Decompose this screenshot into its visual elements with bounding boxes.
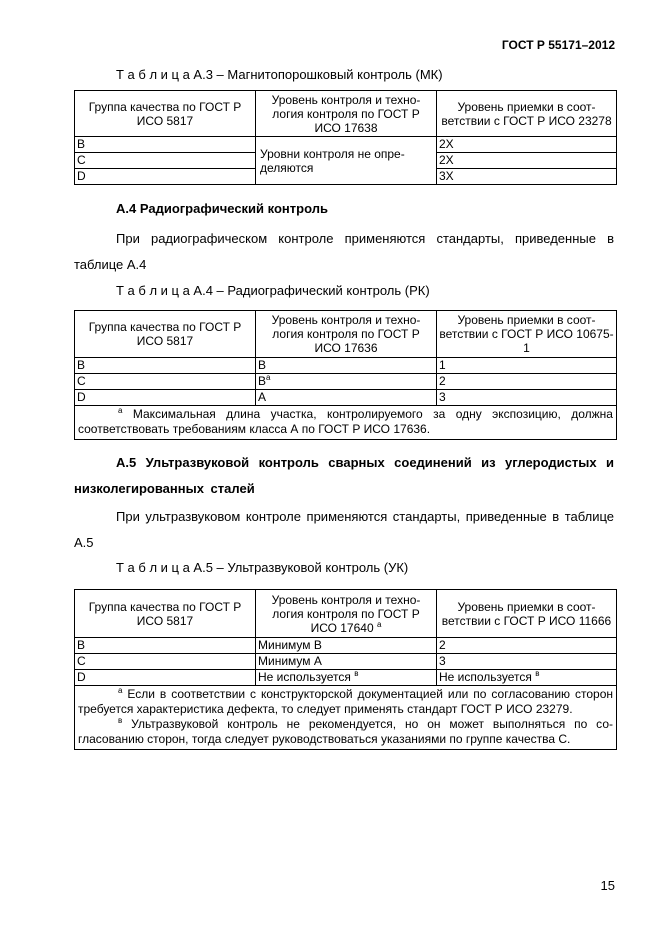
table-row-acceptance: 3 [437,390,617,406]
table-a5 [74,589,617,750]
table-a3-caption: Т а б л и ц а А.3 – Магнитопорошковый контроль (МК) [116,67,443,82]
table-row-level: Минимум В [256,638,437,654]
table-a4 [74,310,617,440]
table-a3 [74,90,617,185]
section-a4-title: А.4 Радиографический контроль [116,201,328,216]
table-a4-header-group: Группа качества по ГОСТ Р ИСО 5817 [75,311,256,358]
table-row-group: D [75,390,256,406]
table-a5-header-group: Группа качества по ГОСТ Р ИСО 5817 [75,590,256,638]
table-a4-header-level: Уровень контроля и техно-логия контроля по ГОСТ Р ИСО 17636 [256,311,437,358]
document-code: ГОСТ Р 55171–2012 [501,38,615,52]
table-row-acceptance: 2 [437,374,617,390]
footnote-mark: a [266,373,271,382]
page-number: 15 [600,878,615,893]
table-a5-footnote-2: $^в$ Ультразвуковой контроль не рекомендуется, но он может выполняться по со-гласованию сторон, тогда следует руководствоваться указаниями по группе качества С. [78,716,613,746]
table-row-level: B [256,358,437,374]
table-a3-header-level: Уровень контроля и техно-логия контроля по ГОСТ Р ИСО 17638 [256,91,437,137]
section-a5-title: А.5 Ультразвуковой контроль сварных соединений из углеродистых и низколегированных сталей [74,455,614,496]
table-row-group: B [75,137,256,153]
table-a5-header-acceptance: Уровень приемки в соот-ветствии с ГОСТ Р ИСО 11666 [437,590,617,638]
table-a5-footnotes [75,686,617,750]
table-a5-caption: Т а б л и ц а А.5 – Ультразвуковой контроль (УК) [116,560,409,575]
table-row-level: $B^a$ [256,374,437,390]
table-row-group: C [75,654,256,670]
table-row-acceptance: 3 [437,654,617,670]
table-a3-header-acceptance: Уровень приемки в соот-ветствии с ГОСТ Р ИСО 23278 [437,91,617,137]
table-row-level: A [256,390,437,406]
table-row-group: D [75,169,256,185]
table-a4-header-acceptance: Уровень приемки в соот-ветствии с ГОСТ Р ИСО 10675-1 [437,311,617,358]
table-row-group: B [75,638,256,654]
table-row-acceptance: 2X [437,153,617,169]
table-a3-header-group: Группа качества по ГОСТ Р ИСО 5817 [75,91,256,137]
section-a4-text: При радиографическом контроле применяются стандарты, приведенные в таблице А.4 [74,231,614,272]
table-a5-footnote-1: $^а$ Если в соответствии с конструкторской документацией или по согласованию сторон требуется характеристика дефекта, то следует применять стандарт ГОСТ Р ИСО 23279. [78,686,613,716]
table-row-group: B [75,358,256,374]
table-row-acceptance: 2X [437,137,617,153]
table-row-acceptance: 3X [437,169,617,185]
table-row-group: D [75,670,256,686]
table-row-group: C [75,153,256,169]
table-a5-header-level: Уровень контроля и техно-логия контроля по ГОСТ Р ИСО 17640 $^a$ [256,590,437,638]
section-a5-text: При ультразвуковом контроле применяются стандарты, приведенные в таблице А.5 [74,509,614,550]
table-row-acceptance: 1 [437,358,617,374]
table-row-level: Минимум А [256,654,437,670]
table-row-acceptance: 2 [437,638,617,654]
table-a3-merged-level: Уровни контроля не опре-деляются [256,137,437,185]
table-row-group: C [75,374,256,390]
table-row-acceptance: Не используется $^в$ [437,670,617,686]
table-a4-caption: Т а б л и ц а А.4 – Радиографический контроль (РК) [116,283,430,298]
table-row-level: Не используется $^в$ [256,670,437,686]
table-a4-footnote: $^a$ Максимальная длина участка, контролируемого за одну экспозицию, должна соответствовать требованиям класса А по ГОСТ Р ИСО 17636. [75,406,617,440]
